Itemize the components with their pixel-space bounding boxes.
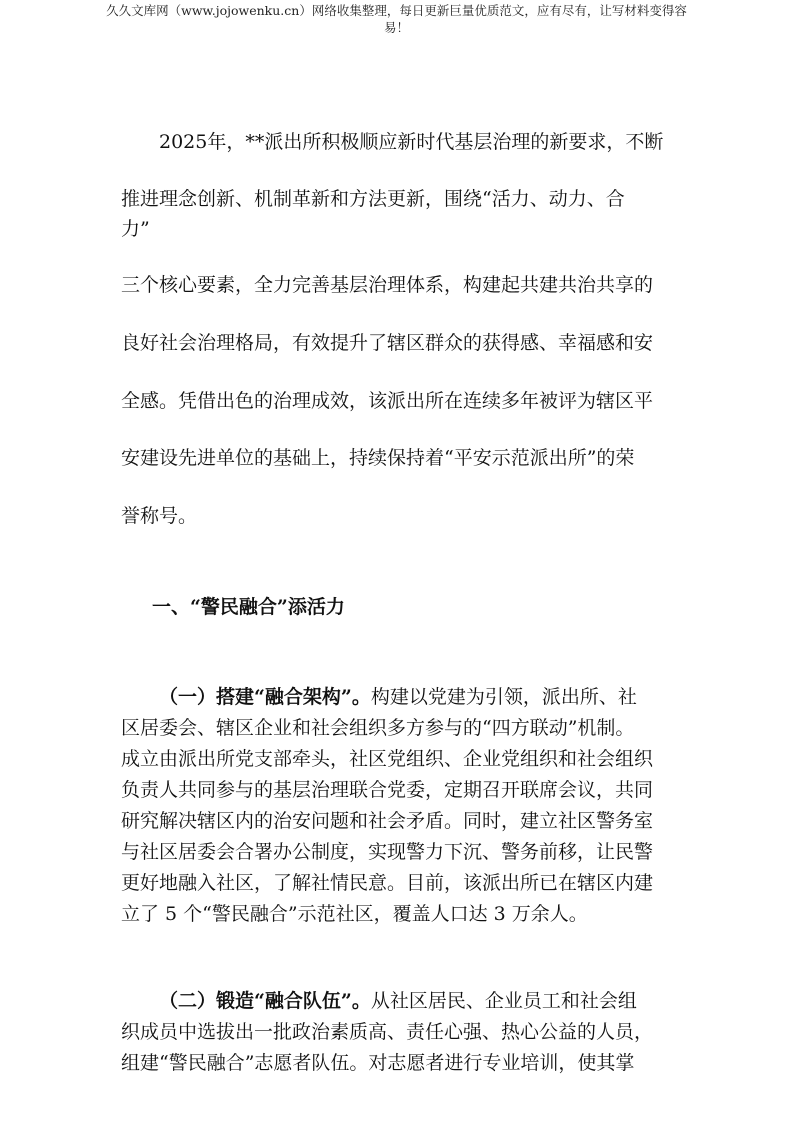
- subsection-1-line: 负责人共同参与的基层治理联合党委，定期召开联席会议，共同: [121, 779, 654, 801]
- intro-line: 推进理念创新、机制革新和方法更新，围绕“活力、动力、合: [121, 188, 625, 210]
- subsection-1-line: 区居委会、辖区企业和社会组织多方参与的“四方联动”机制。: [121, 717, 635, 739]
- section-heading: 一、“警民融合”添活力: [152, 596, 345, 618]
- intro-line: 三个核心要素，全力完善基层治理体系，构建起共建共治共享的: [121, 274, 654, 296]
- subsection-1-title: （一）搭建“融合架构”。: [159, 686, 371, 708]
- subsection-2-first-rest: 从社区居民、企业员工和社会组: [370, 990, 637, 1012]
- subsection-1-line: 成立由派出所党支部牵头，社区党组织、企业党组织和社会组织: [121, 748, 654, 770]
- intro-line: 誉称号。: [121, 505, 198, 527]
- subsection-1-line: 更好地融入社区，了解社情民意。目前，该派出所已在辖区内建: [121, 872, 654, 894]
- subsection-2-line: 组建“警民融合”志愿者队伍。对志愿者进行专业培训，使其掌: [121, 1052, 635, 1074]
- subsection-2-title: （二）锻造“融合队伍”。: [159, 990, 371, 1012]
- subsection-1-line: 研究解决辖区内的治安问题和社会矛盾。同时，建立社区警务室: [121, 810, 654, 832]
- intro-line: 良好社会治理格局，有效提升了辖区群众的获得感、幸福感和安: [121, 332, 654, 354]
- subsection-1-first-rest: 构建以党建为引领，派出所、社: [370, 686, 637, 708]
- page-header: [0, 2, 793, 36]
- intro-line: 力”: [121, 218, 150, 240]
- subsection-2-line: 织成员中选拔出一批政治素质高、责任心强、热心公益的人员，: [121, 1021, 654, 1043]
- header-line-2: 易！: [383, 20, 409, 35]
- header-line-1: 久久文库网（www.jojowenku.cn）网络收集整理，每日更新巨量优质范文，应有尽有，让写材料变得容: [106, 3, 687, 18]
- intro-line: 2025年，**派出所积极顺应新时代基层治理的新要求，不断: [159, 131, 664, 153]
- subsection-1-line: 与社区居委会合署办公制度，实现警力下沉、警务前移，让民警: [121, 841, 654, 863]
- subsection-1-line: 立了 5 个“警民融合”示范社区，覆盖人口达 3 万余人。: [121, 903, 588, 925]
- subsection-2-first-line: [159, 986, 637, 1013]
- intro-line: 安建设先进单位的基础上，持续保持着“平安示范派出所”的荣: [121, 447, 635, 469]
- intro-line: 全感。凭借出色的治理成效，该派出所在连续多年被评为辖区平: [121, 390, 654, 412]
- subsection-1-first-line: [159, 682, 637, 709]
